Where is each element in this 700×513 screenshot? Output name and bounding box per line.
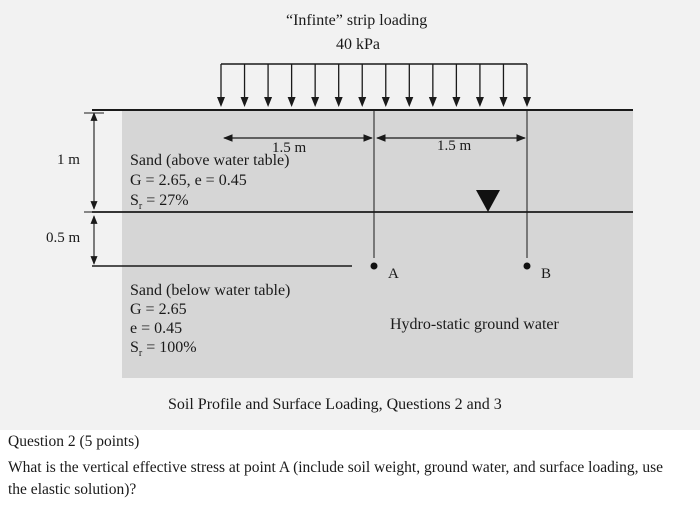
load-arrow-head: [241, 97, 249, 107]
point-b-marker: [524, 263, 531, 270]
load-arrow-head: [335, 97, 343, 107]
point-a-marker: [371, 263, 378, 270]
dimension-1m: [84, 113, 104, 212]
load-arrow-head: [264, 97, 272, 107]
load-arrow-head: [523, 97, 531, 107]
load-arrow-head: [288, 97, 296, 107]
sat-symbol: S: [130, 192, 139, 209]
offset-b-label: 1.5 m: [437, 138, 472, 154]
load-arrow-head: [429, 97, 437, 107]
sat-value: = 27%: [142, 192, 189, 209]
offset-a-label: 1.5 m: [272, 140, 307, 156]
load-arrow-head: [311, 97, 319, 107]
load-arrow-head: [499, 97, 507, 107]
load-arrow-head: [382, 97, 390, 107]
sat-subscript: r: [138, 201, 143, 213]
load-arrow-head: [405, 97, 413, 107]
layer-below-name: Sand (below water table): [130, 282, 291, 299]
layer-below-saturation: [130, 339, 197, 359]
load-arrow-head: [358, 97, 366, 107]
sat-value: = 100%: [142, 339, 197, 356]
layer-below-e: e = 0.45: [130, 320, 183, 337]
layer-below-g: G = 2.65: [130, 301, 187, 318]
load-arrow-head: [476, 97, 484, 107]
strip-load-arrows: [217, 64, 531, 107]
question-heading: Question 2 (5 points): [8, 433, 140, 450]
point-a-label: A: [388, 266, 399, 282]
layer-above-props: G = 2.65, e = 0.45: [130, 172, 247, 189]
point-b-label: B: [541, 266, 552, 282]
load-arrow-head: [217, 97, 225, 107]
water-label: Hydro-static ground water: [390, 316, 559, 333]
layer-above-name: Sand (above water table): [130, 152, 290, 169]
load-arrow-head: [452, 97, 460, 107]
figure-caption: Soil Profile and Surface Loading, Questions 2 and 3: [168, 396, 502, 413]
sat-symbol: S: [130, 339, 139, 356]
dimension-1m-label: 1 m: [57, 152, 80, 168]
water-table-symbol: [476, 190, 500, 212]
dimension-0-5m-label: 0.5 m: [46, 230, 81, 246]
load-magnitude: 40 kPa: [336, 36, 380, 53]
question-body: What is the vertical effective stress at point A (include soil weight, ground water, and surface loading, use the elastic solution)?: [8, 459, 664, 498]
load-title: “Infinte” strip loading: [286, 12, 428, 29]
layer-above-saturation: [130, 192, 189, 212]
sat-subscript: r: [138, 348, 143, 360]
